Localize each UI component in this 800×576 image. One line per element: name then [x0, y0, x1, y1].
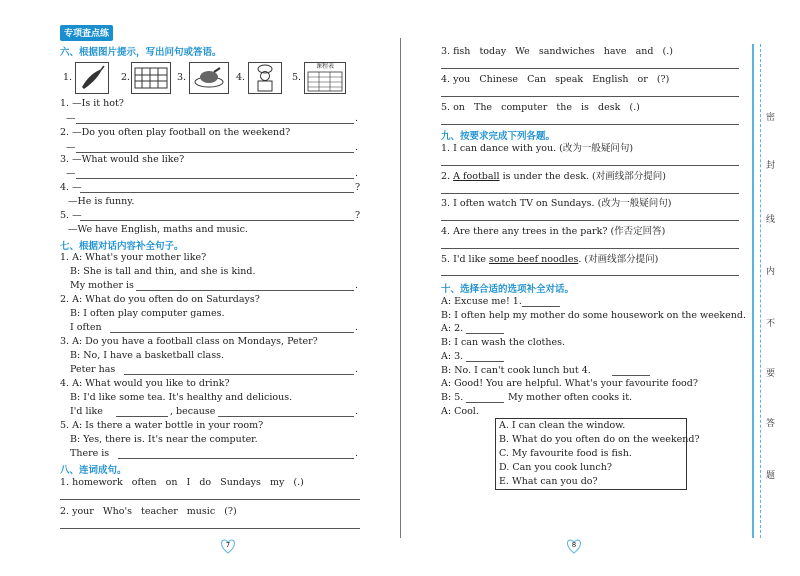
pic-number-5: 5.	[292, 72, 302, 83]
s7-d1-a: 1. A: What's your mother like?	[60, 252, 207, 263]
s9-q5-underlined: some beef noodles	[489, 254, 579, 265]
s9-q4: 4. Are there any trees in the park? (作否定回答)	[441, 226, 666, 237]
option-e: E. What can you do?	[499, 476, 598, 487]
page-divider	[400, 38, 401, 538]
s6-q3-dot: .	[355, 168, 359, 179]
pic-number-2: 2.	[121, 72, 131, 83]
s6-q4-answer: —He is funny.	[68, 196, 135, 207]
s7-d1-answer-line[interactable]	[136, 290, 354, 291]
s6-q3-answer-line[interactable]	[76, 178, 354, 179]
s9-q3-answer-line[interactable]	[441, 220, 739, 221]
s9-q1: 1. I can dance with you. (改为一般疑问句)	[441, 143, 634, 154]
page-number-left-heart	[218, 536, 238, 556]
s6-q5-answer-line[interactable]	[80, 220, 354, 221]
s8-q3-answer-line[interactable]	[441, 68, 739, 69]
pepper-icon	[75, 62, 109, 94]
s7-d5-b: B: Yes, there is. It's near the computer.	[70, 434, 258, 445]
seal-char-2: 封	[766, 161, 776, 171]
s8-q5: 5. on The computer the is desk (.)	[441, 102, 640, 113]
pic-number-4: 4.	[236, 72, 246, 83]
s10-blank-2[interactable]	[466, 333, 504, 334]
s9-q5	[441, 254, 658, 266]
s7-d3-dot: .	[355, 364, 359, 375]
s9-q2-num: 2.	[441, 171, 451, 182]
pic-number-3: 3.	[177, 72, 187, 83]
s7-d1-dot: .	[355, 280, 359, 291]
s6-q4-qmark: ?	[355, 182, 361, 193]
section-6-title: 六、根据图片提示，写出问句或答语。	[60, 47, 222, 58]
chef-icon	[248, 62, 282, 94]
option-c: C. My favourite food is fish.	[499, 448, 632, 459]
page-number-left: 7	[225, 541, 231, 549]
timetable-label: 课程表	[315, 63, 334, 70]
s6-q2: 2. —Do you often play football on the weekend?	[60, 127, 291, 138]
s7-d4-dot: .	[355, 406, 359, 417]
s7-d4-answer-line-1[interactable]	[116, 416, 168, 417]
page-number-right-heart	[564, 536, 584, 556]
s7-d3-a: 3. A: Do you have a football class on Mondays, Peter?	[60, 336, 318, 347]
s7-d2-answer-line[interactable]	[110, 332, 354, 333]
s8-q4-answer-line[interactable]	[441, 96, 739, 97]
s9-q5-pre: 5. I'd like	[441, 254, 487, 265]
s7-d2-a: 2. A: What do you often do on Saturdays?	[60, 294, 260, 305]
s9-q2	[441, 171, 666, 183]
s6-q2-dot: .	[355, 142, 359, 153]
s7-d2-b: B: I often play computer games.	[70, 308, 225, 319]
s6-q1-dash: —	[66, 113, 76, 124]
s6-q2-dash: —	[66, 142, 76, 153]
s6-q3-dash: —	[66, 168, 76, 179]
s7-d4-c2: , because	[170, 406, 216, 417]
chicken-icon	[189, 62, 229, 94]
s8-q4: 4. you Chinese Can speak English or (?)	[441, 74, 670, 85]
s7-d3-answer-line[interactable]	[124, 374, 354, 375]
seal-char-8: 题	[766, 471, 776, 481]
s10-line-3: A: 2.	[441, 323, 464, 334]
s10-line-4: B: I can wash the clothes.	[441, 337, 566, 348]
s7-d4-answer-line-2[interactable]	[218, 416, 354, 417]
s8-q2-answer-line[interactable]	[60, 528, 360, 529]
seal-line-dashed	[760, 44, 761, 538]
seal-char-6: 要	[766, 369, 776, 379]
s6-q1-dot: .	[355, 113, 359, 124]
seal-char-3: 线	[766, 215, 776, 225]
s9-q2-underlined: A football	[453, 171, 500, 182]
seal-char-7: 答	[766, 419, 776, 429]
page-number-right: 8	[571, 541, 577, 549]
s8-q5-answer-line[interactable]	[441, 124, 739, 125]
s10-blank-4[interactable]	[612, 375, 650, 376]
s7-d4-b: B: I'd like some tea. It's healthy and delicious.	[70, 392, 293, 403]
timetable-icon	[304, 62, 346, 94]
s10-blank-1[interactable]	[522, 306, 560, 307]
options-box	[495, 418, 700, 490]
s10-line-6: B: No. I can't cook lunch but 4.	[441, 365, 591, 376]
section-8-title: 八、连词成句。	[60, 465, 127, 476]
option-d: D. Can you cook lunch?	[499, 462, 612, 473]
seal-char-5: 不	[766, 319, 776, 329]
s7-d5-answer-line[interactable]	[118, 458, 354, 459]
section-badge: 专项查点练	[60, 25, 113, 41]
option-a: A. I can clean the window.	[499, 420, 626, 431]
seal-char-4: 内	[766, 267, 776, 277]
s7-d2-c: I often	[70, 322, 102, 333]
s6-q1-answer-line[interactable]	[76, 123, 354, 124]
section-9-title: 九、按要求完成下列各题。	[441, 131, 556, 142]
s6-q4-answer-line[interactable]	[80, 192, 354, 193]
s10-line-9: A: Cool.	[441, 406, 479, 417]
s9-q2-rest: is under the desk. (对画线部分提问)	[502, 171, 666, 182]
s7-d2-dot: .	[355, 322, 359, 333]
s10-line-8a: B: 5.	[441, 392, 464, 403]
pic-number-1: 1.	[63, 72, 73, 83]
s8-q1: 1. homework often on I do Sundays my (.)	[60, 477, 304, 488]
s10-line-1: A: Excuse me! 1.	[441, 296, 522, 307]
s6-q2-answer-line[interactable]	[76, 152, 354, 153]
s10-line-2: B: I often help my mother do some housework on the weekend.	[441, 310, 747, 321]
s7-d3-b: B: No, I have a basketball class.	[70, 350, 224, 361]
s6-q4-num: 4. —	[60, 182, 82, 193]
section-10-title: 十、选择合适的选项补全对话。	[441, 284, 575, 295]
s9-q5-answer-line[interactable]	[441, 275, 739, 276]
s8-q2: 2. your Who's teacher music (?)	[60, 506, 237, 517]
s9-q5-rest: . (对画线部分提问)	[578, 254, 659, 265]
s7-d5-dot: .	[355, 448, 359, 459]
s10-line-7: A: Good! You are helpful. What's your favourite food?	[441, 378, 698, 389]
s6-q5-num: 5. —	[60, 210, 82, 221]
s8-q1-answer-line[interactable]	[60, 499, 360, 500]
s6-q1: 1. —Is it hot?	[60, 98, 124, 109]
s7-d5-a: 5. A: Is there a water bottle in your room?	[60, 420, 264, 431]
s9-q1-answer-line[interactable]	[441, 165, 739, 166]
s10-line-8b: My mother often cooks it.	[508, 392, 633, 403]
s9-q2-answer-line[interactable]	[441, 193, 739, 194]
s6-q5-answer: —We have English, maths and music.	[68, 224, 248, 235]
shelf-icon	[131, 62, 171, 94]
s6-q5-qmark: ?	[355, 210, 361, 221]
s8-q3: 3. fish today We sandwiches have and (.)	[441, 46, 673, 57]
s9-q3: 3. I often watch TV on Sundays. (改为一般疑问句)	[441, 198, 672, 209]
seal-char-1: 密	[766, 113, 776, 123]
s7-d4-a: 4. A: What would you like to drink?	[60, 378, 230, 389]
s9-q4-answer-line[interactable]	[441, 248, 739, 249]
s7-d5-c: There is	[70, 448, 110, 459]
s10-blank-3[interactable]	[466, 361, 504, 362]
seal-line	[752, 44, 754, 538]
section-7-title: 七、根据对话内容补全句子。	[60, 241, 184, 252]
s7-d3-c: Peter has	[70, 364, 116, 375]
s10-line-5: A: 3.	[441, 351, 464, 362]
option-b: B. What do you often do on the weekend?	[499, 434, 700, 445]
s10-blank-5[interactable]	[466, 402, 504, 403]
s7-d1-c: My mother is	[70, 280, 134, 291]
s6-q3: 3. —What would she like?	[60, 154, 185, 165]
s7-d1-b: B: She is tall and thin, and she is kind.	[70, 266, 256, 277]
s7-d4-c1: I'd like	[70, 406, 103, 417]
